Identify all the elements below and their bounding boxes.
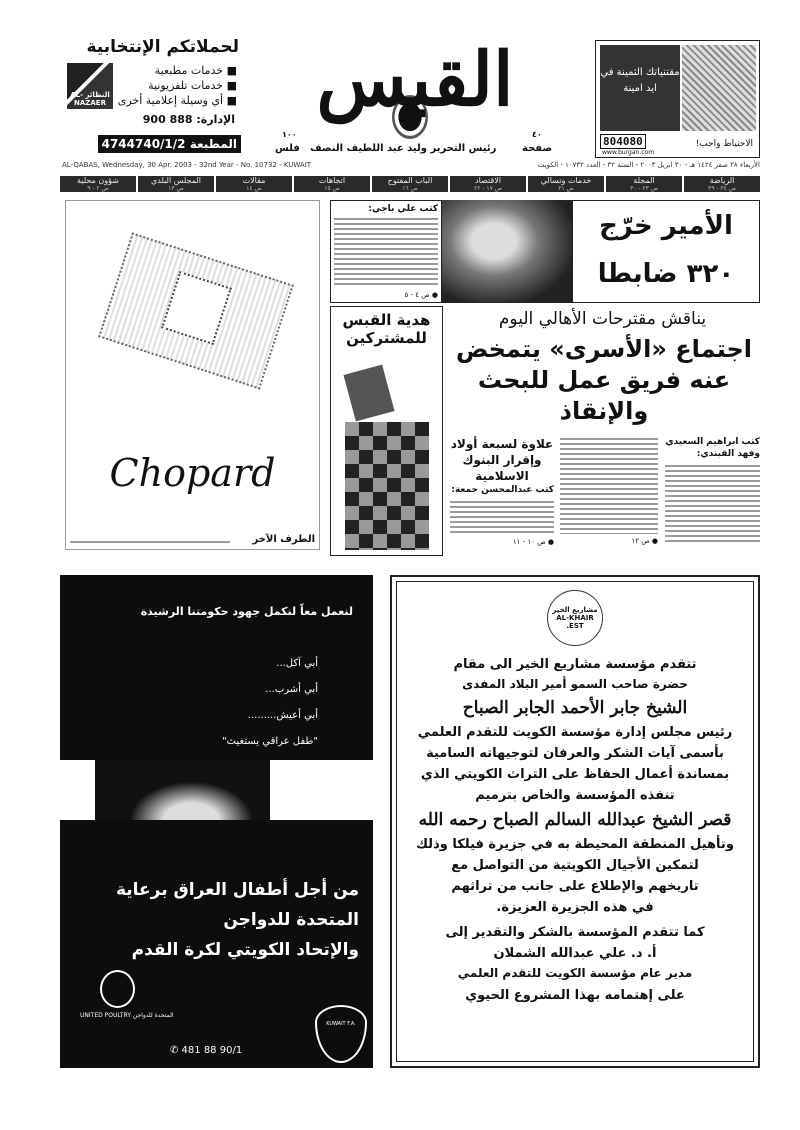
child-photo	[95, 760, 270, 820]
main-headline: اجتماع «الأسرى» يتمخض عنه فريق عمل للبحث والإنقاذ	[455, 335, 753, 425]
section-magazine[interactable]: المجلة ص ٢٣ - ٣٠	[606, 176, 682, 192]
iraqi-children-ad	[60, 575, 373, 1068]
masthead-logo: القبس	[316, 37, 514, 123]
ad-title: لحملاتكم الإنتخابية	[86, 37, 239, 57]
section-sports[interactable]: الرياضة ص ٣٤ - ٣٩	[684, 176, 760, 192]
page-count: ٤٠	[532, 130, 542, 139]
section-local[interactable]: شؤون محلية ص ٢ - ٩	[60, 176, 136, 192]
page-reference: ● ص ١٠ - ١١	[512, 538, 554, 546]
main-story-column-2	[560, 436, 658, 551]
ad-line: أ. د. علي عبدالله الشملان	[493, 946, 657, 961]
article-body	[560, 436, 658, 534]
watch-image	[98, 232, 294, 389]
page-count-label: صفحة	[522, 143, 553, 154]
list-item: ■ أي وسيلة إعلامية أخرى	[117, 94, 237, 107]
subscriber-gift-promo	[330, 306, 443, 556]
side-headline: علاوة لسبعة أولاد وإقرار البنوك الاسلامية	[450, 437, 554, 483]
section-trends[interactable]: اتجاهات ص ١٥	[294, 176, 370, 192]
ad-line: تنفذه المؤسسة والخاص بترميم	[475, 788, 675, 803]
playing-cards-image	[345, 422, 429, 550]
ad-line: في هذه الجزيرة العزيزة.	[496, 900, 654, 915]
section-index	[60, 176, 760, 192]
ad-phone: ✆ 481 88 90/1	[170, 1045, 243, 1056]
ad-slogan: الاحتياط واجب!	[695, 139, 753, 149]
ad-poem: أبي آكل... أبي أشرب... أبي أعيش......... "طفل عراقي يستغيث"	[222, 658, 318, 747]
dealer-addresses	[70, 539, 230, 543]
kfa-crest-icon: KUWAIT F.A.	[315, 1005, 367, 1063]
ad-line: رئيس مجلس إدارة مؤسسة الكويت للتقدم العلمي	[417, 725, 733, 740]
price: ١٠٠	[282, 130, 297, 139]
dealer-logo: الطرف الآخر	[252, 534, 315, 545]
ad-main-text: من أجل أطفال العراق برعاية المتحدة للدواجن والإتحاد الكويتي لكرة القدم	[115, 880, 359, 960]
ad-line: على إهتمامه بهذا المشروع الحيوي	[465, 988, 685, 1003]
ad-line-palace: قصر الشيخ عبدالله السالم الصباح رحمه الله	[418, 810, 732, 830]
ad-website: www.burgan.com	[602, 149, 655, 156]
sponsor-name: المتحدة للدواجن UNITED POULTRY	[80, 1012, 174, 1019]
page-reference: ● ص ٤ - ٥	[404, 291, 438, 299]
amir-story-text	[330, 200, 442, 303]
ad-line: لتمكين الأجيال الكويتية من التواصل مع	[451, 858, 699, 873]
price-label: فلس	[275, 143, 300, 154]
date-english: AL-QABAS, Wednesday, 30 Apr. 2003 - 32nd Year - No. 10732 - KUWAIT	[62, 161, 312, 169]
ad-line: مدير عام مؤسسة الكويت للتقدم العلمي	[457, 966, 693, 980]
al-khair-logo: مشاريع الخير AL-KHAIR EST.	[547, 590, 603, 646]
ad-line: تاريخهم والإطلاع على جانب من تراثهم	[451, 879, 699, 894]
safe-image	[682, 45, 756, 131]
al-nazaer-ad	[65, 35, 243, 160]
united-poultry-logo-icon	[100, 970, 135, 1008]
gift-title: هدية القبس للمشتركين	[342, 311, 431, 347]
article-body	[450, 499, 554, 535]
list-item: ■ خدمات مطبعية	[154, 64, 237, 77]
section-municipal[interactable]: المجلس البلدي ص ١٣	[138, 176, 214, 192]
main-subtitle: يناقش مقترحات الأهالي اليوم	[498, 309, 707, 329]
byline: كتب ابراهيم السعيدي وفهد القبندي:	[665, 437, 760, 459]
print-phone: المطبعة 4744740/1/2	[98, 135, 241, 153]
al-nazaer-logo: النظائر AL-NAZAER	[67, 63, 113, 109]
chopard-ad	[65, 200, 320, 550]
amir-photo	[442, 200, 572, 303]
ad-line: وتأهيل المنطقة المحيطة به في جزيرة فيلكا وذلك	[416, 837, 734, 852]
amir-headline: الأمير خرّج ٣٢٠ ضابطا	[572, 200, 760, 303]
card-image	[343, 365, 394, 422]
ad-line-name: الشيخ جابر الأحمد الجابر الصباح	[462, 698, 688, 718]
editor-in-chief: رئيس التحرير وليد عبد اللطيف النصف	[310, 143, 497, 154]
ad-line: بأسمى آيات الشكر والعرفان لتوجيهاته السامية	[426, 746, 724, 761]
section-economy[interactable]: الاقتصاد ص ١٧ - ٢٢	[450, 176, 526, 192]
article-body	[334, 216, 438, 288]
section-services[interactable]: خدمات وتسالي ص ٢١	[528, 176, 604, 192]
ad-headline: مقتنياتك الثمينة في ايد امينة	[600, 45, 680, 131]
ad-top-line: لنعمل معاً لنكمل جهود حكومتنا الرشيدة	[140, 605, 353, 618]
byline: كتب عبدالمحسن جمعة:	[451, 485, 554, 495]
ad-line: بمساندة أعمال الحفاظ على التراث الكويتي الذي	[420, 767, 730, 782]
byline: كتب علي باجي:	[368, 204, 438, 214]
section-articles[interactable]: مقالات ص ١٤	[216, 176, 292, 192]
ad-line: كما تتقدم المؤسسة بالشكر والتقدير إلى	[445, 925, 705, 940]
ad-services-list	[118, 63, 237, 108]
ad-phone: 804080	[600, 134, 646, 149]
article-body	[665, 463, 760, 543]
admin-phone: الإدارة: 888 900	[142, 113, 235, 126]
section-open-door[interactable]: الباب المفتوح ص ١٦	[372, 176, 448, 192]
brand-logo: Chopard	[109, 451, 276, 495]
ad-line: تتقدم مؤسسة مشاريع الخير الى مقام	[453, 657, 697, 672]
page-reference: ● ص ١٢	[631, 537, 658, 545]
al-khair-ad	[390, 575, 760, 1068]
list-item: ■ خدمات تلفزيونية	[148, 79, 237, 92]
burgan-ad	[595, 40, 760, 158]
ad-line: حضرة صاحب السمو أمير البلاد المفدى	[462, 677, 688, 691]
side-story	[450, 436, 554, 551]
main-story-column	[665, 436, 760, 551]
date-arabic: الأربعاء ٢٨ صفر ١٤٢٤ هـ - ٣٠ ابريل ٢٠٠٣ - السنة ٣٢ - العدد ١٠٧٣٢ - الكويت	[537, 161, 760, 169]
